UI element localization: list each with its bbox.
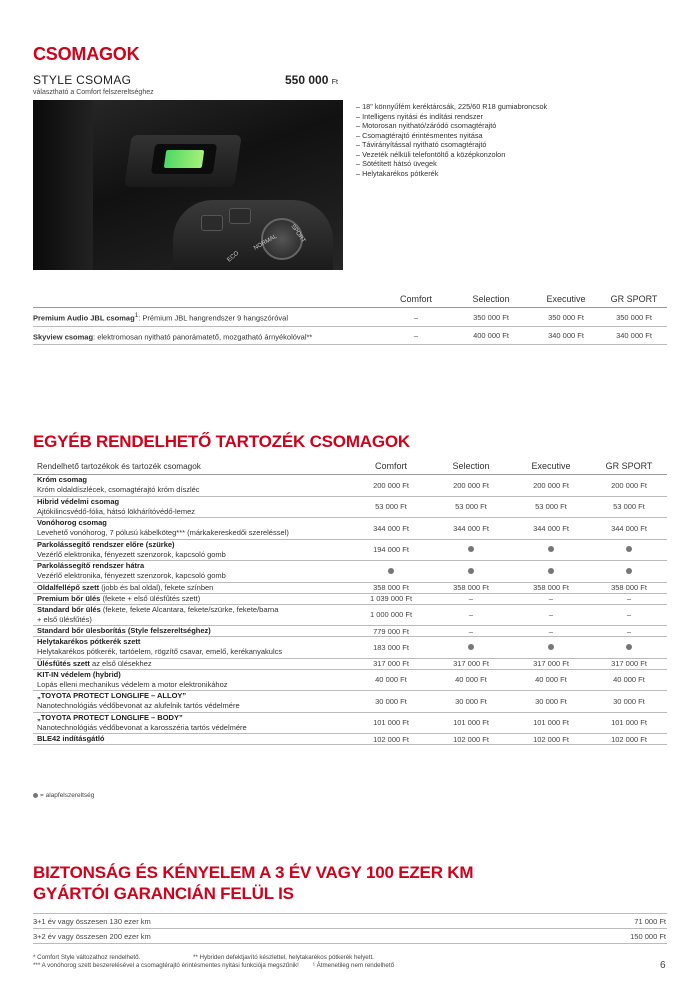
price-cell: 101 000 Ft bbox=[351, 712, 431, 734]
price-cell: 344 000 Ft bbox=[511, 518, 591, 540]
accessory-label: Parkolássegítő rendszer előre (szürke) Vezérlő elektronika, fényezett szenzorok, kapcsoló gomb bbox=[33, 539, 351, 561]
price-cell: 40 000 Ft bbox=[351, 669, 431, 691]
price-cell: 317 000 Ft bbox=[591, 658, 667, 669]
accessory-price-table bbox=[33, 459, 667, 745]
style-package-features bbox=[356, 102, 547, 178]
warranty-price: 71 000 Ft bbox=[516, 914, 667, 929]
price-cell: 200 000 Ft bbox=[591, 475, 667, 497]
accessory-label: „TOYOTA PROTECT LONGLIFE – ALLOY” Nanotechnológiás védőbevonat az alufelnik tartós védelmére bbox=[33, 691, 351, 713]
price-cell: 53 000 Ft bbox=[591, 496, 667, 518]
standard-equipment-dot-icon bbox=[626, 644, 632, 650]
col-selection: Selection bbox=[431, 459, 511, 475]
feature-item: – Motorosan nyitható/záródó csomagtérajtó bbox=[356, 121, 547, 131]
price-cell: – bbox=[431, 593, 511, 604]
price-cell: – bbox=[511, 593, 591, 604]
normal-label: NORMAL bbox=[253, 233, 279, 252]
table-row bbox=[33, 496, 667, 518]
price-cell: – bbox=[591, 626, 667, 637]
table-row bbox=[33, 604, 667, 626]
table-row bbox=[33, 669, 667, 691]
style-package-name: STYLE CSOMAG bbox=[33, 73, 132, 87]
standard-equipment-cell bbox=[431, 561, 511, 583]
price-cell: 102 000 Ft bbox=[351, 734, 431, 745]
standard-equipment-cell bbox=[431, 637, 511, 659]
feature-item: – Távirányítással nyitható csomagtérajtó bbox=[356, 140, 547, 150]
table-row bbox=[33, 593, 667, 604]
price-cell: 358 000 Ft bbox=[431, 582, 511, 593]
table-row bbox=[33, 658, 667, 669]
standard-equipment-dot-icon bbox=[468, 568, 474, 574]
price-cell: – bbox=[591, 604, 667, 626]
price-cell: 40 000 Ft bbox=[591, 669, 667, 691]
accessory-label: Standard bőr ülesborítás (Style felszereltséghez) bbox=[33, 626, 351, 637]
price-cell: 400 000 Ft bbox=[451, 326, 531, 345]
standard-equipment-dot-icon bbox=[548, 568, 554, 574]
price-cell: 350 000 Ft bbox=[601, 308, 667, 327]
standard-equipment-cell bbox=[511, 561, 591, 583]
table-row bbox=[33, 308, 667, 327]
price-cell: 317 000 Ft bbox=[431, 658, 511, 669]
price-cell: 101 000 Ft bbox=[511, 712, 591, 734]
table-row bbox=[33, 637, 667, 659]
table-row bbox=[33, 561, 667, 583]
feature-item: – Intelligens nyitási és indítási rendszer bbox=[356, 112, 547, 122]
price-cell: – bbox=[431, 604, 511, 626]
price-cell: 200 000 Ft bbox=[511, 475, 591, 497]
accessory-label: Parkolássegítő rendszer hátra Vezérlő elektronika, fényezett szenzorok, kapcsoló gomb bbox=[33, 561, 351, 583]
price-cell: 53 000 Ft bbox=[511, 496, 591, 518]
table-row bbox=[33, 734, 667, 745]
price-cell: 350 000 Ft bbox=[451, 308, 531, 327]
package-label: Premium Audio JBL csomag$^1$: Prémium JBL hangrendszer 9 hangszóróval bbox=[33, 308, 381, 327]
table-row bbox=[33, 582, 667, 593]
price-cell: 358 000 Ft bbox=[351, 582, 431, 593]
standard-equipment-cell bbox=[351, 561, 431, 583]
standard-equipment-cell bbox=[591, 539, 667, 561]
price-cell: 101 000 Ft bbox=[431, 712, 511, 734]
standard-equipment-cell bbox=[591, 637, 667, 659]
section-title-packages: CSOMAGOK bbox=[33, 44, 140, 64]
table-row bbox=[33, 475, 667, 497]
price-cell: – bbox=[511, 626, 591, 637]
warranty-price: 150 000 Ft bbox=[516, 929, 667, 944]
accessory-header-label: Rendelhető tartozékok és tartozék csomagok bbox=[33, 459, 351, 475]
price-cell: 317 000 Ft bbox=[511, 658, 591, 669]
price-cell: 194 000 Ft bbox=[351, 539, 431, 561]
price-cell: 183 000 Ft bbox=[351, 637, 431, 659]
accessory-label: Vonóhorog csomag Levehető vonóhorog, 7 pólusú kábelköteg*** (márkakereskedői szereléssel) bbox=[33, 518, 351, 540]
table-row bbox=[33, 691, 667, 713]
accessory-label: Hibrid védelmi csomag Ajtókilincsvédő-fólia, hátsó lökhárítóvédő-lemez bbox=[33, 496, 351, 518]
warranty-label: 3+1 év vagy összesen 130 ezer km bbox=[33, 914, 516, 929]
accessory-label: KIT-IN védelem (hybrid) Lopás elleni mechanikus védelem a motor elektronikához bbox=[33, 669, 351, 691]
accessory-label: Helytakarékos pótkerék szett Helytakarékos pótkerék, tartóelem, rögzítő csavar, emelő, kerékanyakulcs bbox=[33, 637, 351, 659]
price-cell: 30 000 Ft bbox=[431, 691, 511, 713]
price-cell: 200 000 Ft bbox=[431, 475, 511, 497]
col-executive: Executive bbox=[531, 292, 601, 308]
accessory-label: BLE42 indításgátló bbox=[33, 734, 351, 745]
price-cell: 344 000 Ft bbox=[351, 518, 431, 540]
col-selection: Selection bbox=[451, 292, 531, 308]
accessory-label: Premium bőr ülés (fekete + első ülésfűtés szett) bbox=[33, 593, 351, 604]
standard-equipment-cell bbox=[511, 637, 591, 659]
style-package-price: 550 000 Ft bbox=[285, 73, 338, 87]
price-cell: 340 000 Ft bbox=[531, 326, 601, 345]
price-cell: 101 000 Ft bbox=[591, 712, 667, 734]
standard-equipment-dot-icon bbox=[468, 644, 474, 650]
price-cell: 102 000 Ft bbox=[431, 734, 511, 745]
eco-label: ECO bbox=[226, 250, 241, 264]
feature-item: – Vezeték nélküli telefontöltő a középkonzolon bbox=[356, 150, 547, 160]
standard-equipment-cell bbox=[591, 561, 667, 583]
col-comfort: Comfort bbox=[381, 292, 451, 308]
price-cell: 102 000 Ft bbox=[511, 734, 591, 745]
price-cell: 344 000 Ft bbox=[431, 518, 511, 540]
table-header bbox=[33, 459, 667, 475]
price-cell: 102 000 Ft bbox=[591, 734, 667, 745]
standard-equipment-dot-icon bbox=[626, 568, 632, 574]
price-cell: 40 000 Ft bbox=[511, 669, 591, 691]
accessory-label: Oldalfellépő szett (jobb és bal oldal), fekete színben bbox=[33, 582, 351, 593]
legend bbox=[33, 792, 94, 799]
section-title-warranty: BIZTONSÁG ÉS KÉNYELEM A 3 ÉV VAGY 100 EZER KM GYÁRTÓI GARANCIÁN FELÜL IS bbox=[33, 863, 474, 903]
feature-item: – Helytakarékos pótkerék bbox=[356, 169, 547, 179]
accessory-label: Ülésfűtés szett az első ülésekhez bbox=[33, 658, 351, 669]
table-row bbox=[33, 929, 667, 944]
standard-equipment-cell bbox=[431, 539, 511, 561]
footnote-4: ¹ Átmenetileg nem rendelhető bbox=[312, 962, 395, 969]
table-row bbox=[33, 914, 667, 929]
feature-item: – 18" könnyűfém keréktárcsák, 225/60 R18 gumiabroncsok bbox=[356, 102, 547, 112]
price-cell: 1 039 000 Ft bbox=[351, 593, 431, 604]
standard-equipment-dot-icon bbox=[626, 546, 632, 552]
table-row bbox=[33, 518, 667, 540]
price-cell: 1 000 000 Ft bbox=[351, 604, 431, 626]
standard-equipment-dot-icon bbox=[388, 568, 394, 574]
standard-equipment-cell bbox=[511, 539, 591, 561]
standard-equipment-dot-icon bbox=[548, 644, 554, 650]
package-label: Skyview csomag: elektromosan nyitható panorámatető, mozgatható árnyékolóval** bbox=[33, 326, 381, 345]
price-cell: 317 000 Ft bbox=[351, 658, 431, 669]
accessory-label: Standard bőr ülés (fekete, fekete Alcantara, fekete/szürke, fekete/barna + első ülésfűtés) bbox=[33, 604, 351, 626]
warranty-label: 3+2 év vagy összesen 200 ezer km bbox=[33, 929, 516, 944]
table-row bbox=[33, 626, 667, 637]
price-cell: 30 000 Ft bbox=[591, 691, 667, 713]
sport-label: SPORT bbox=[289, 223, 307, 244]
price-cell: 340 000 Ft bbox=[601, 326, 667, 345]
table-row bbox=[33, 326, 667, 345]
price-cell: 200 000 Ft bbox=[351, 475, 431, 497]
price-cell: 344 000 Ft bbox=[591, 518, 667, 540]
page-number: 6 bbox=[660, 960, 666, 971]
price-cell: 350 000 Ft bbox=[531, 308, 601, 327]
price-cell: – bbox=[381, 308, 451, 327]
price-cell: 30 000 Ft bbox=[511, 691, 591, 713]
price-cell: 358 000 Ft bbox=[591, 582, 667, 593]
table-row bbox=[33, 539, 667, 561]
footnote-3: *** A vonóhorog szett beszerelésével a csomagtérajtó érintésmentes nyitási funkciója megszűnik! bbox=[33, 962, 299, 969]
price-cell: 53 000 Ft bbox=[431, 496, 511, 518]
standard-equipment-dot-icon bbox=[548, 546, 554, 552]
drive-mode-labels bbox=[33, 100, 343, 270]
price-cell: 53 000 Ft bbox=[351, 496, 431, 518]
price-cell: – bbox=[381, 326, 451, 345]
col-executive: Executive bbox=[511, 459, 591, 475]
footnotes bbox=[33, 954, 394, 970]
price-cell: – bbox=[591, 593, 667, 604]
footnote-1: * Comfort Style változathoz rendelhető. bbox=[33, 954, 141, 961]
accessory-label: Króm csomag Króm oldaldíszlécek, csomagtérajtó króm díszléc bbox=[33, 475, 351, 497]
col-gr-sport: GR SPORT bbox=[601, 292, 667, 308]
price-cell: 30 000 Ft bbox=[351, 691, 431, 713]
price-cell: 358 000 Ft bbox=[511, 582, 591, 593]
col-gr-sport: GR SPORT bbox=[591, 459, 667, 475]
feature-item: – Sötétített hátsó üvegek bbox=[356, 159, 547, 169]
standard-equipment-dot-icon bbox=[468, 546, 474, 552]
price-cell: 779 000 Ft bbox=[351, 626, 431, 637]
interior-photo bbox=[33, 100, 343, 270]
table-row bbox=[33, 712, 667, 734]
feature-item: – Csomagtérajtó érintésmentes nyitása bbox=[356, 131, 547, 141]
legend-text: = alapfelszereltség bbox=[40, 792, 95, 799]
price-cell: – bbox=[511, 604, 591, 626]
style-package-subtitle: választható a Comfort felszereltséghez bbox=[33, 89, 154, 96]
package-price-table bbox=[33, 292, 667, 345]
col-comfort: Comfort bbox=[351, 459, 431, 475]
table-header bbox=[33, 292, 667, 308]
footnote-2: ** Hybriden defektjavító készlettel, helytakarékos pótkerék helyett. bbox=[193, 954, 374, 961]
accessory-label: „TOYOTA PROTECT LONGLIFE – BODY” Nanotechnológiás védőbevonat a karosszéria tartós védelmére bbox=[33, 712, 351, 734]
price-cell: – bbox=[431, 626, 511, 637]
price-cell: 40 000 Ft bbox=[431, 669, 511, 691]
warranty-table bbox=[33, 913, 667, 944]
standard-equipment-dot-icon bbox=[33, 793, 38, 798]
section-title-accessories: EGYÉB RENDELHETŐ TARTOZÉK CSOMAGOK bbox=[33, 432, 410, 451]
